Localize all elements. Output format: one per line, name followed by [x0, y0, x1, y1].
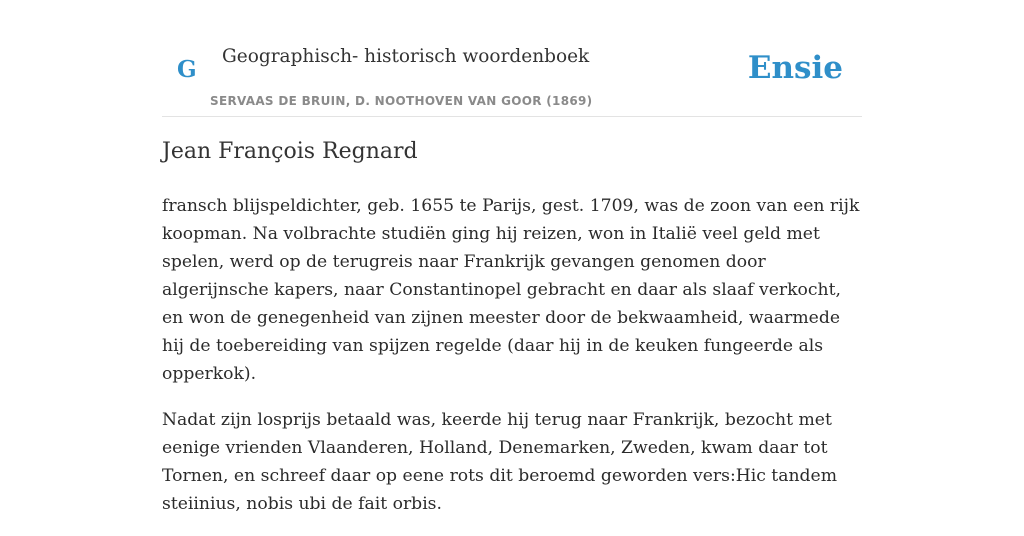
entry-paragraph: fransch blijspeldichter, geb. 1655 te Parijs, gest. 1709, was de zoon van een rijk koopman. Na volbrachte studiën ging hij reizen, won in Italië veel geld met spelen, werd op de terugreis naar Frankrijk gevangen genomen door algerijnsche kapers, naar Constantinopel gebracht en daar als slaaf verkocht, en won de genegenheid van zijnen meester door de bekwaamheid, waarmede hij de toebereiding van spijzen regelde (daar hij in de keuken fungeerde als opperkok). [162, 196, 860, 384]
book-author: SERVAAS DE BRUIN, D. NOOTHOVEN VAN GOOR (1869) [210, 94, 593, 108]
entry-title: Jean François Regnard [162, 139, 418, 164]
book-title[interactable]: Geographisch- historisch woordenboek [222, 46, 590, 67]
entry-paragraph: Nadat zijn losprijs betaald was, keerde hij terug naar Frankrijk, bezocht met eenige vrienden Vlaanderen, Holland, Denemarken, Zweden, kwam daar tot Tornen, en schreef daar op eene rots dit beroemd geworden vers:Hic tandem steiinius, nobis ubi de fait orbis. [162, 410, 838, 514]
book-logo-icon[interactable]: G [177, 56, 197, 83]
entry-content [162, 192, 866, 536]
page-header [162, 0, 862, 117]
brand-logo[interactable]: Ensie [747, 50, 843, 86]
